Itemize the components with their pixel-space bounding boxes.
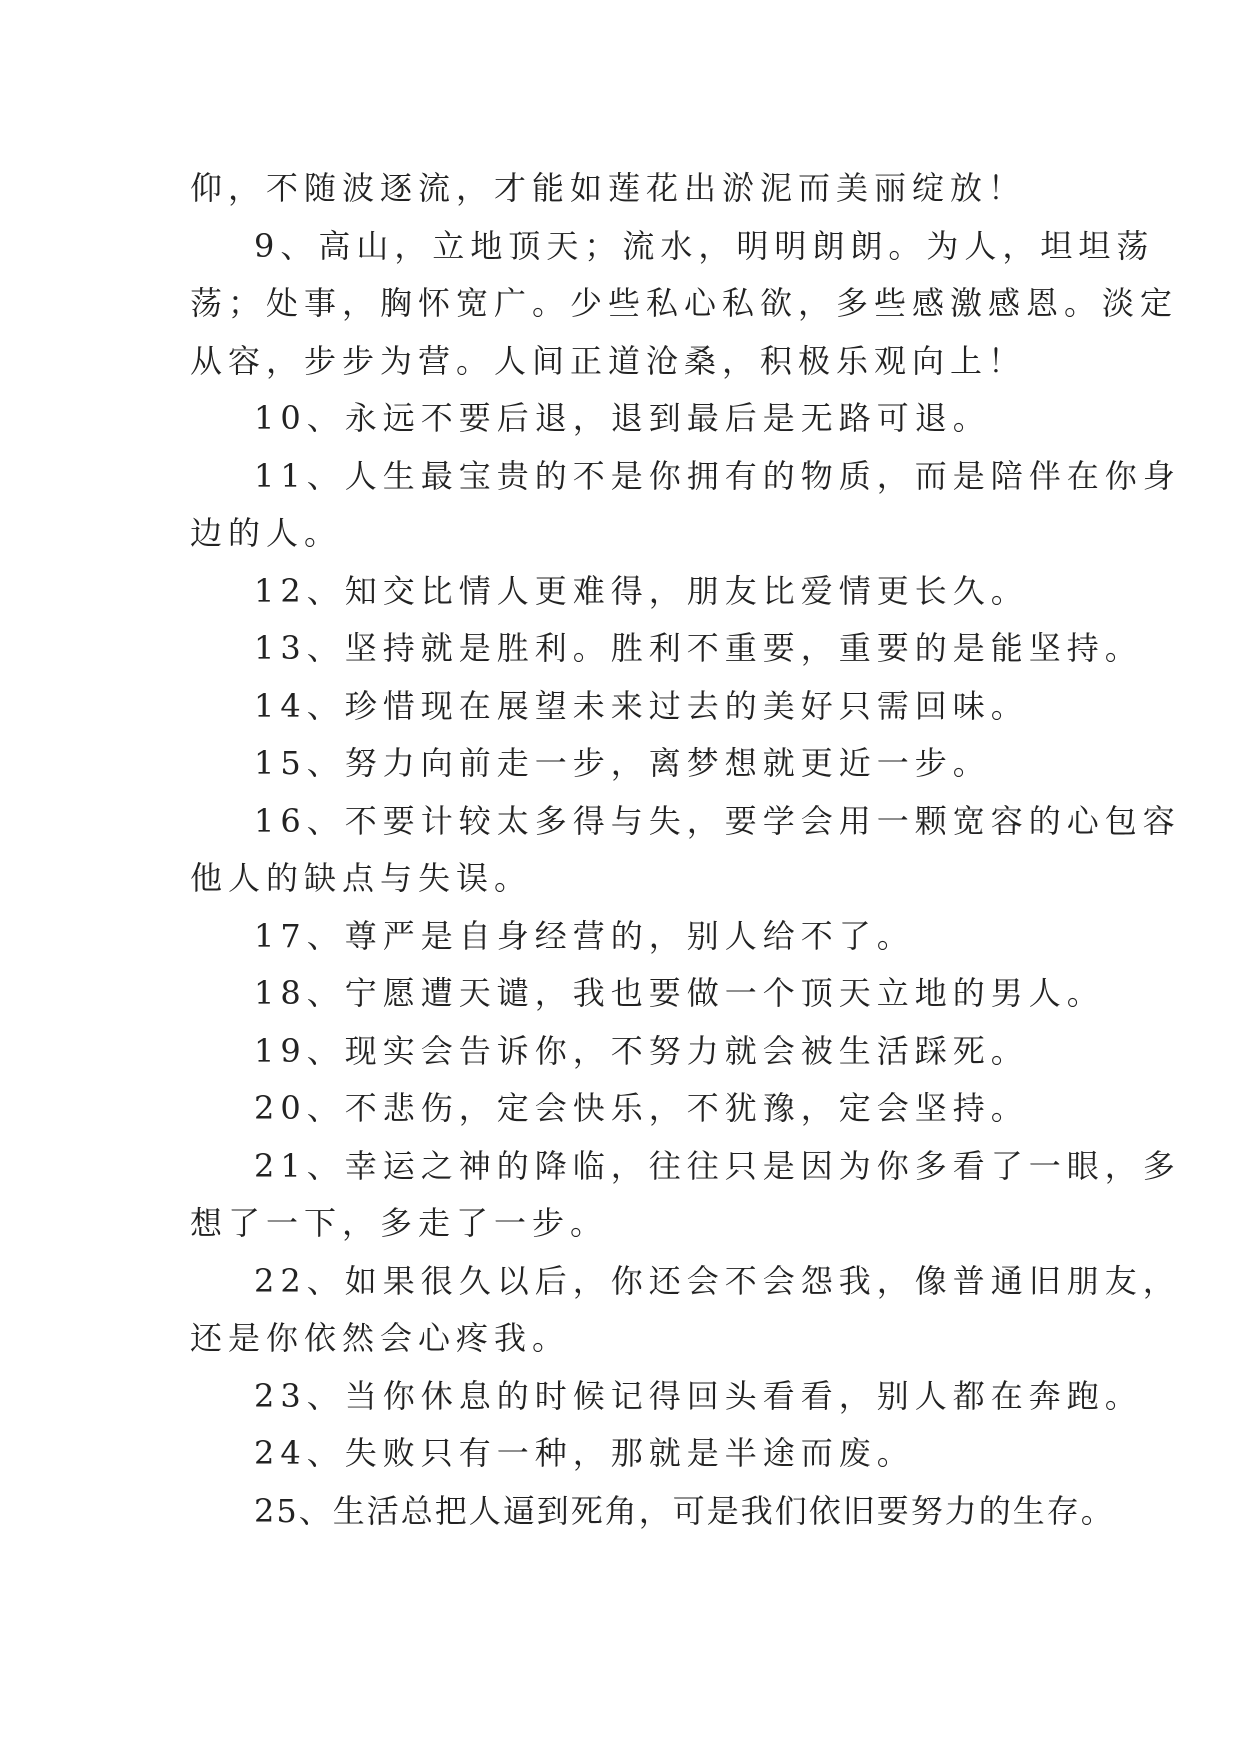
text-line: 荡；处事，胸怀宽广。少些私心私欲，多些感激感恩。淡定 bbox=[190, 284, 1179, 322]
text-line: 18、宁愿遭天谴，我也要做一个顶天立地的男人。 bbox=[254, 974, 1105, 1012]
text-line: 25、生活总把人逼到死角，可是我们依旧要努力的生存。 bbox=[254, 1491, 1115, 1530]
text-line: 10、永远不要后退，退到最后是无路可退。 bbox=[254, 399, 991, 437]
text-line: 24、失败只有一种，那就是半途而废。 bbox=[254, 1434, 915, 1472]
text-line: 12、知交比情人更难得，朋友比爱情更长久。 bbox=[254, 571, 1029, 610]
text-line: 仰，不随波逐流，才能如莲花出淤泥而美丽绽放！ bbox=[190, 169, 1027, 207]
text-line: 边的人。 bbox=[190, 514, 343, 552]
text-line: 想了一下，多走了一步。 bbox=[190, 1204, 609, 1242]
text-line: 14、珍惜现在展望未来过去的美好只需回味。 bbox=[254, 686, 1029, 725]
text-line: 23、当你休息的时候记得回头看看，别人都在奔跑。 bbox=[254, 1376, 1143, 1415]
text-line: 22、如果很久以后，你还会不会怨我，像普通旧朋友， bbox=[254, 1261, 1181, 1300]
text-line: 9、高山，立地顶天；流水，明明朗朗。为人，坦坦荡 bbox=[254, 226, 1155, 265]
text-line: 21、幸运之神的降临，往往只是因为你多看了一眼，多 bbox=[254, 1146, 1181, 1185]
text-line: 他人的缺点与失误。 bbox=[190, 859, 533, 897]
text-line: 从容，步步为营。人间正道沧桑，积极乐观向上！ bbox=[190, 341, 1027, 380]
text-line: 20、不悲伤，定会快乐，不犹豫，定会坚持。 bbox=[254, 1089, 1029, 1127]
text-line: 15、努力向前走一步，离梦想就更近一步。 bbox=[254, 744, 991, 782]
document-body bbox=[190, 160, 1181, 1540]
text-line: 11、人生最宝贵的不是你拥有的物质，而是陪伴在你身 bbox=[254, 456, 1181, 495]
text-line: 16、不要计较太多得与失，要学会用一颗宽容的心包容 bbox=[254, 801, 1181, 840]
text-line: 13、坚持就是胜利。胜利不重要，重要的是能坚持。 bbox=[254, 629, 1143, 667]
text-line: 19、现实会告诉你，不努力就会被生活踩死。 bbox=[254, 1031, 1029, 1070]
text-line: 还是你依然会心疼我。 bbox=[190, 1319, 571, 1357]
text-line: 17、尊严是自身经营的，别人给不了。 bbox=[254, 916, 915, 955]
